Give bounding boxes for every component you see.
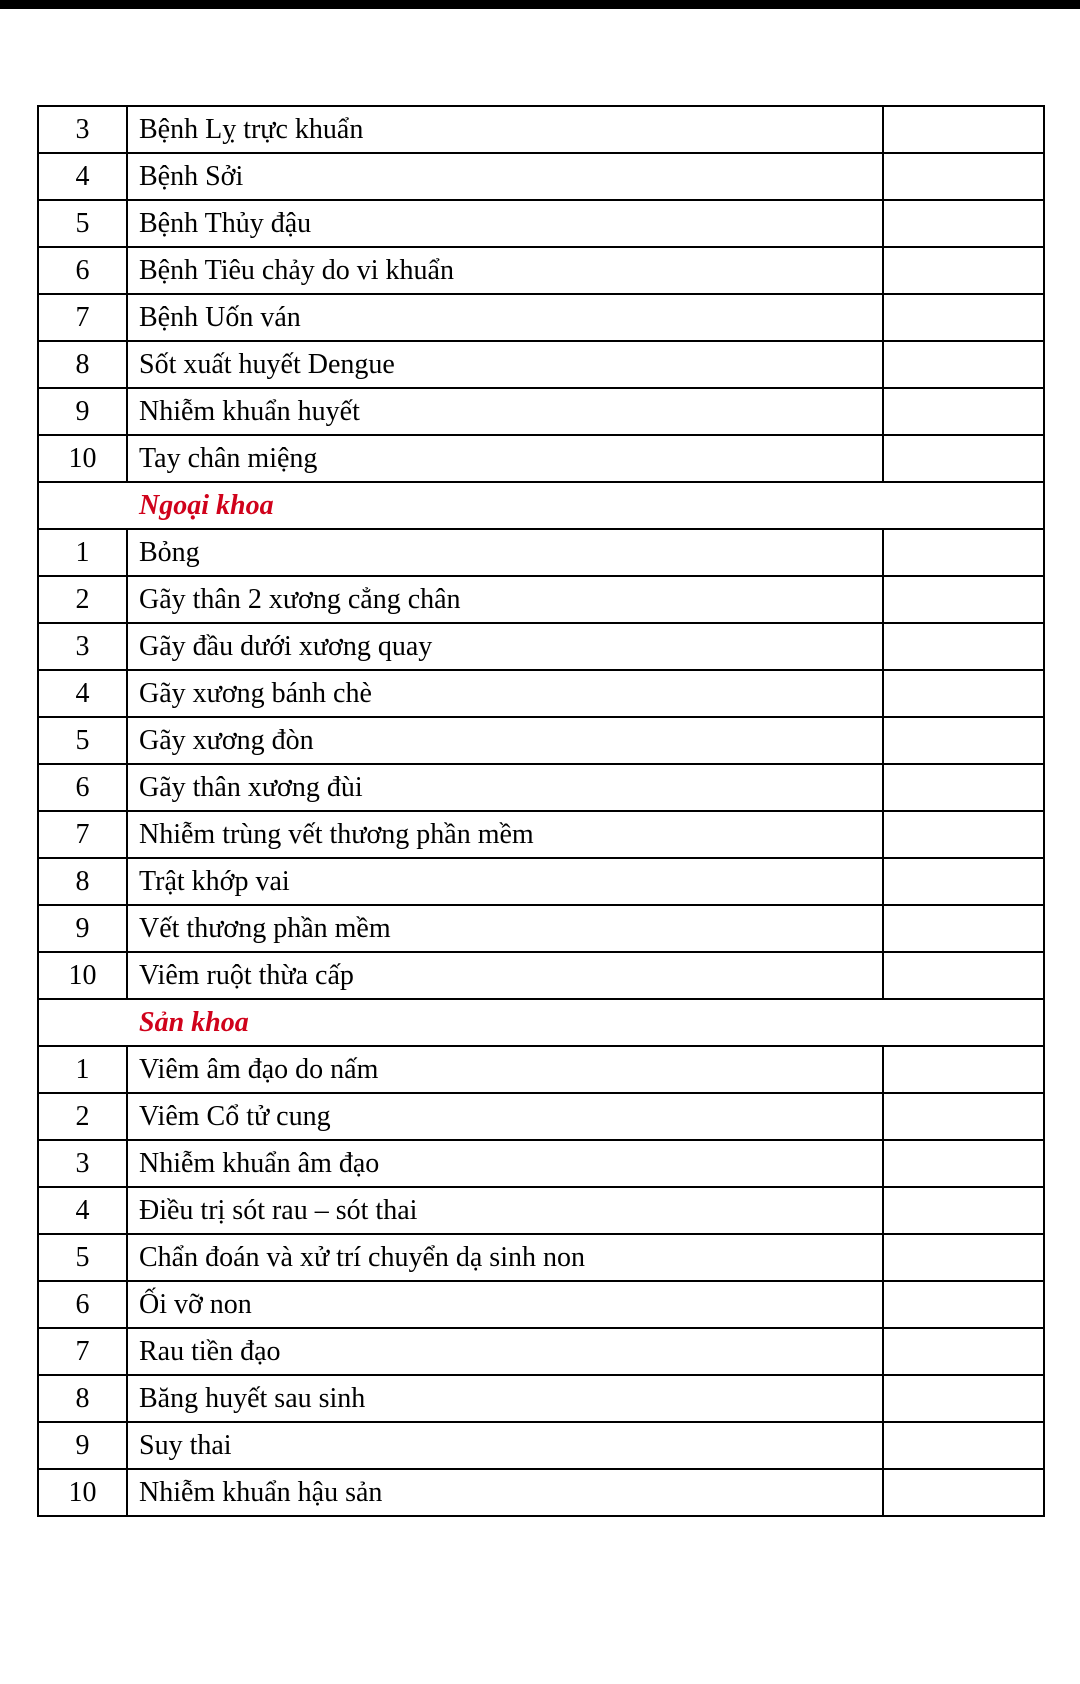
table-row (38, 200, 1044, 247)
table-row (38, 1422, 1044, 1469)
row-number: 4 (38, 1187, 127, 1234)
row-number: 5 (38, 200, 127, 247)
table-row (38, 388, 1044, 435)
table-row (38, 905, 1044, 952)
row-number: 5 (38, 1234, 127, 1281)
empty-cell (883, 764, 1044, 811)
disease-name: Nhiễm khuẩn huyết (127, 388, 883, 435)
table-row (38, 811, 1044, 858)
row-number: 7 (38, 294, 127, 341)
row-number: 9 (38, 388, 127, 435)
disease-name: Sốt xuất huyết Dengue (127, 341, 883, 388)
disease-name: Nhiễm trùng vết thương phần mềm (127, 811, 883, 858)
empty-cell (883, 811, 1044, 858)
disease-name: Gãy thân xương đùi (127, 764, 883, 811)
empty-cell (883, 1234, 1044, 1281)
empty-cell (883, 529, 1044, 576)
table-row (38, 247, 1044, 294)
disease-name: Gãy xương đòn (127, 717, 883, 764)
disease-name: Viêm Cổ tử cung (127, 1093, 883, 1140)
row-number: 2 (38, 576, 127, 623)
empty-cell (883, 153, 1044, 200)
disease-name: Chẩn đoán và xử trí chuyển dạ sinh non (127, 1234, 883, 1281)
empty-cell (883, 670, 1044, 717)
row-number: 7 (38, 811, 127, 858)
table-row (38, 1234, 1044, 1281)
table-row (38, 576, 1044, 623)
empty-cell (883, 717, 1044, 764)
disease-name: Bệnh Uốn ván (127, 294, 883, 341)
disease-name: Tay chân miệng (127, 435, 883, 482)
empty-cell (883, 1375, 1044, 1422)
row-number: 4 (38, 670, 127, 717)
empty-cell (883, 388, 1044, 435)
table-row (38, 106, 1044, 153)
empty-cell (883, 1422, 1044, 1469)
row-number: 2 (38, 1093, 127, 1140)
table-row (38, 670, 1044, 717)
table-row (38, 435, 1044, 482)
disease-name: Rau tiền đạo (127, 1328, 883, 1375)
empty-cell (883, 247, 1044, 294)
disease-name: Nhiễm khuẩn âm đạo (127, 1140, 883, 1187)
section-row (38, 999, 1044, 1046)
disease-name: Ối vỡ non (127, 1281, 883, 1328)
table-row (38, 952, 1044, 999)
top-border-bar (0, 0, 1080, 9)
disease-name: Viêm ruột thừa cấp (127, 952, 883, 999)
table-body (38, 106, 1044, 1516)
disease-name: Bệnh Thủy đậu (127, 200, 883, 247)
table-row (38, 623, 1044, 670)
table-row (38, 717, 1044, 764)
row-number: 6 (38, 764, 127, 811)
disease-name: Suy thai (127, 1422, 883, 1469)
empty-cell (883, 858, 1044, 905)
row-number: 3 (38, 1140, 127, 1187)
disease-name: Vết thương phần mềm (127, 905, 883, 952)
disease-name: Bỏng (127, 529, 883, 576)
table-row (38, 294, 1044, 341)
empty-cell (883, 1328, 1044, 1375)
table-row (38, 1328, 1044, 1375)
table-row (38, 764, 1044, 811)
section-heading: Sản khoa (38, 999, 1044, 1046)
row-number: 8 (38, 341, 127, 388)
row-number: 10 (38, 435, 127, 482)
disease-name: Băng huyết sau sinh (127, 1375, 883, 1422)
disease-name: Gãy thân 2 xương cẳng chân (127, 576, 883, 623)
row-number: 10 (38, 952, 127, 999)
empty-cell (883, 1046, 1044, 1093)
row-number: 5 (38, 717, 127, 764)
disease-name: Nhiễm khuẩn hậu sản (127, 1469, 883, 1516)
row-number: 7 (38, 1328, 127, 1375)
disease-name: Trật khớp vai (127, 858, 883, 905)
row-number: 1 (38, 529, 127, 576)
table-row (38, 1469, 1044, 1516)
table-row (38, 858, 1044, 905)
disease-name: Viêm âm đạo do nấm (127, 1046, 883, 1093)
empty-cell (883, 1093, 1044, 1140)
empty-cell (883, 1187, 1044, 1234)
disease-name: Bệnh Lỵ trực khuẩn (127, 106, 883, 153)
empty-cell (883, 905, 1044, 952)
row-number: 10 (38, 1469, 127, 1516)
table-row (38, 1187, 1044, 1234)
row-number: 4 (38, 153, 127, 200)
row-number: 3 (38, 106, 127, 153)
row-number: 3 (38, 623, 127, 670)
row-number: 9 (38, 1422, 127, 1469)
row-number: 8 (38, 858, 127, 905)
row-number: 8 (38, 1375, 127, 1422)
disease-name: Bệnh Sởi (127, 153, 883, 200)
empty-cell (883, 106, 1044, 153)
row-number: 9 (38, 905, 127, 952)
disease-list-table (37, 105, 1045, 1517)
empty-cell (883, 1281, 1044, 1328)
table-row (38, 341, 1044, 388)
empty-cell (883, 1140, 1044, 1187)
table-row (38, 1140, 1044, 1187)
row-number: 1 (38, 1046, 127, 1093)
table-row (38, 529, 1044, 576)
disease-name: Gãy xương bánh chè (127, 670, 883, 717)
table-row (38, 1093, 1044, 1140)
empty-cell (883, 952, 1044, 999)
empty-cell (883, 294, 1044, 341)
table-row (38, 1281, 1044, 1328)
empty-cell (883, 435, 1044, 482)
disease-name: Bệnh Tiêu chảy do vi khuẩn (127, 247, 883, 294)
disease-name: Điều trị sót rau – sót thai (127, 1187, 883, 1234)
empty-cell (883, 623, 1044, 670)
table-row (38, 153, 1044, 200)
section-heading: Ngoại khoa (38, 482, 1044, 529)
section-row (38, 482, 1044, 529)
empty-cell (883, 1469, 1044, 1516)
row-number: 6 (38, 247, 127, 294)
disease-name: Gãy đầu dưới xương quay (127, 623, 883, 670)
empty-cell (883, 576, 1044, 623)
table-row (38, 1375, 1044, 1422)
empty-cell (883, 200, 1044, 247)
empty-cell (883, 341, 1044, 388)
row-number: 6 (38, 1281, 127, 1328)
table-row (38, 1046, 1044, 1093)
